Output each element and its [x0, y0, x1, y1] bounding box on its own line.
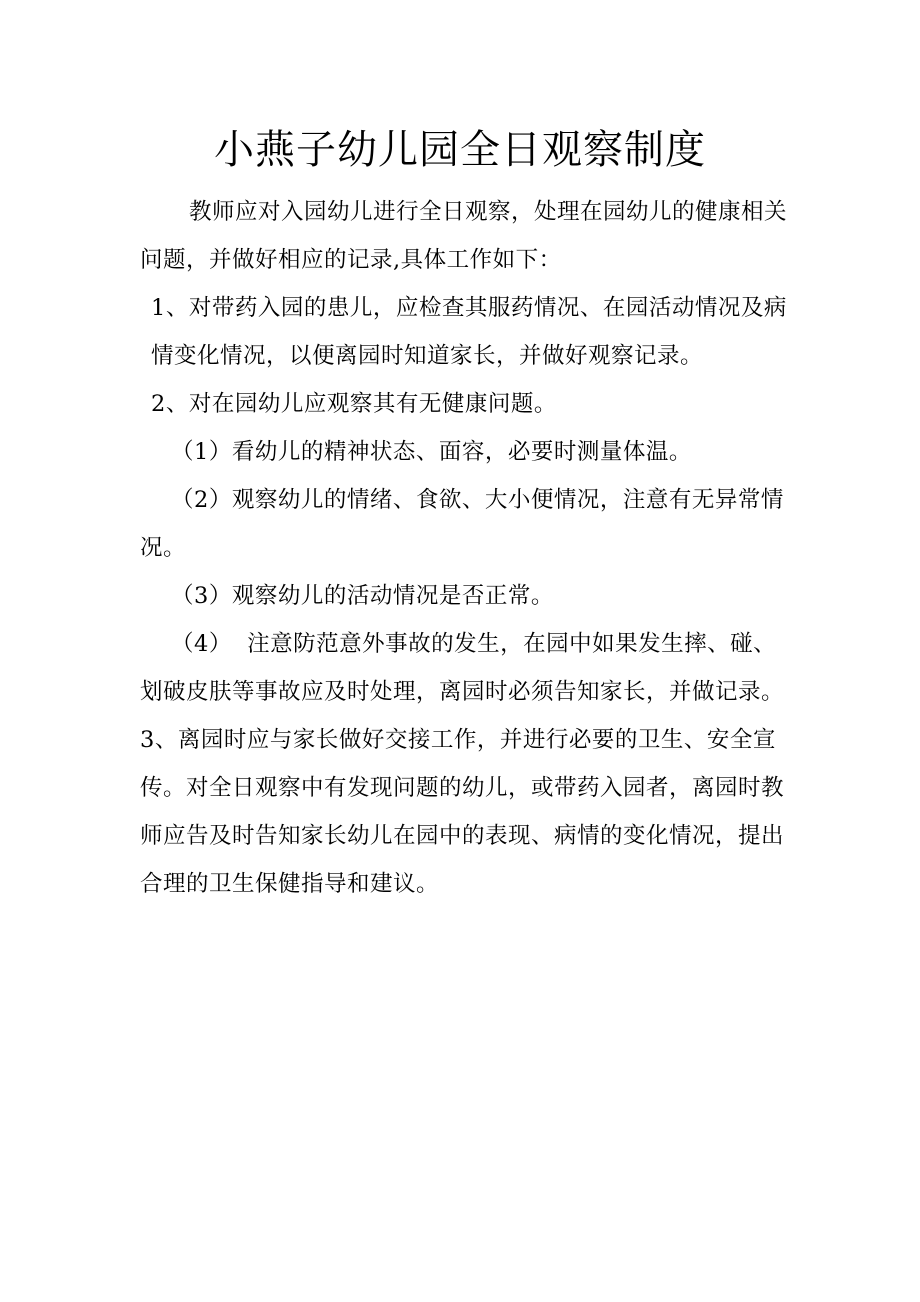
document-title: 小燕子幼儿园全日观察制度 [214, 127, 706, 173]
item-3-paragraph: 3、离园时应与家长做好交接工作，并进行必要的卫生、安全宣传。对全日观察中有发现问题的幼儿，或带药入园者，离园时教师应告及时告知家长幼儿在园中的表现、病情的变化情况，提出合理的卫生保健指导和建议。 [140, 727, 785, 897]
item-1-paragraph: 1、对带药入园的患儿，应检查其服药情况、在园活动情况及病情变化情况，以便离园时知道家长，并做好观察记录。 [151, 295, 787, 369]
item-2-sub-2: （2）观察幼儿的情绪、食欲、大小便情况，注意有无异常情况。 [140, 487, 784, 561]
item-2-paragraph: 2、对在园幼儿应观察其有无健康问题。 [151, 391, 557, 417]
item-2-sub-3: （3）观察幼儿的活动情况是否正常。 [171, 583, 554, 609]
intro-paragraph: 教师应对入园幼儿进行全日观察，处理在园幼儿的健康相关问题，并做好相应的记录,具体工作如下： [140, 199, 788, 273]
item-2-sub-4: （4） 注意防范意外事故的发生，在园中如果发生摔、碰、划破皮肤等事故应及时处理，离园时必须告知家长，并做记录。 [140, 631, 785, 705]
item-2-sub-1: （1）看幼儿的精神状态、面容，必要时测量体温。 [171, 439, 692, 465]
document-body [140, 188, 790, 908]
